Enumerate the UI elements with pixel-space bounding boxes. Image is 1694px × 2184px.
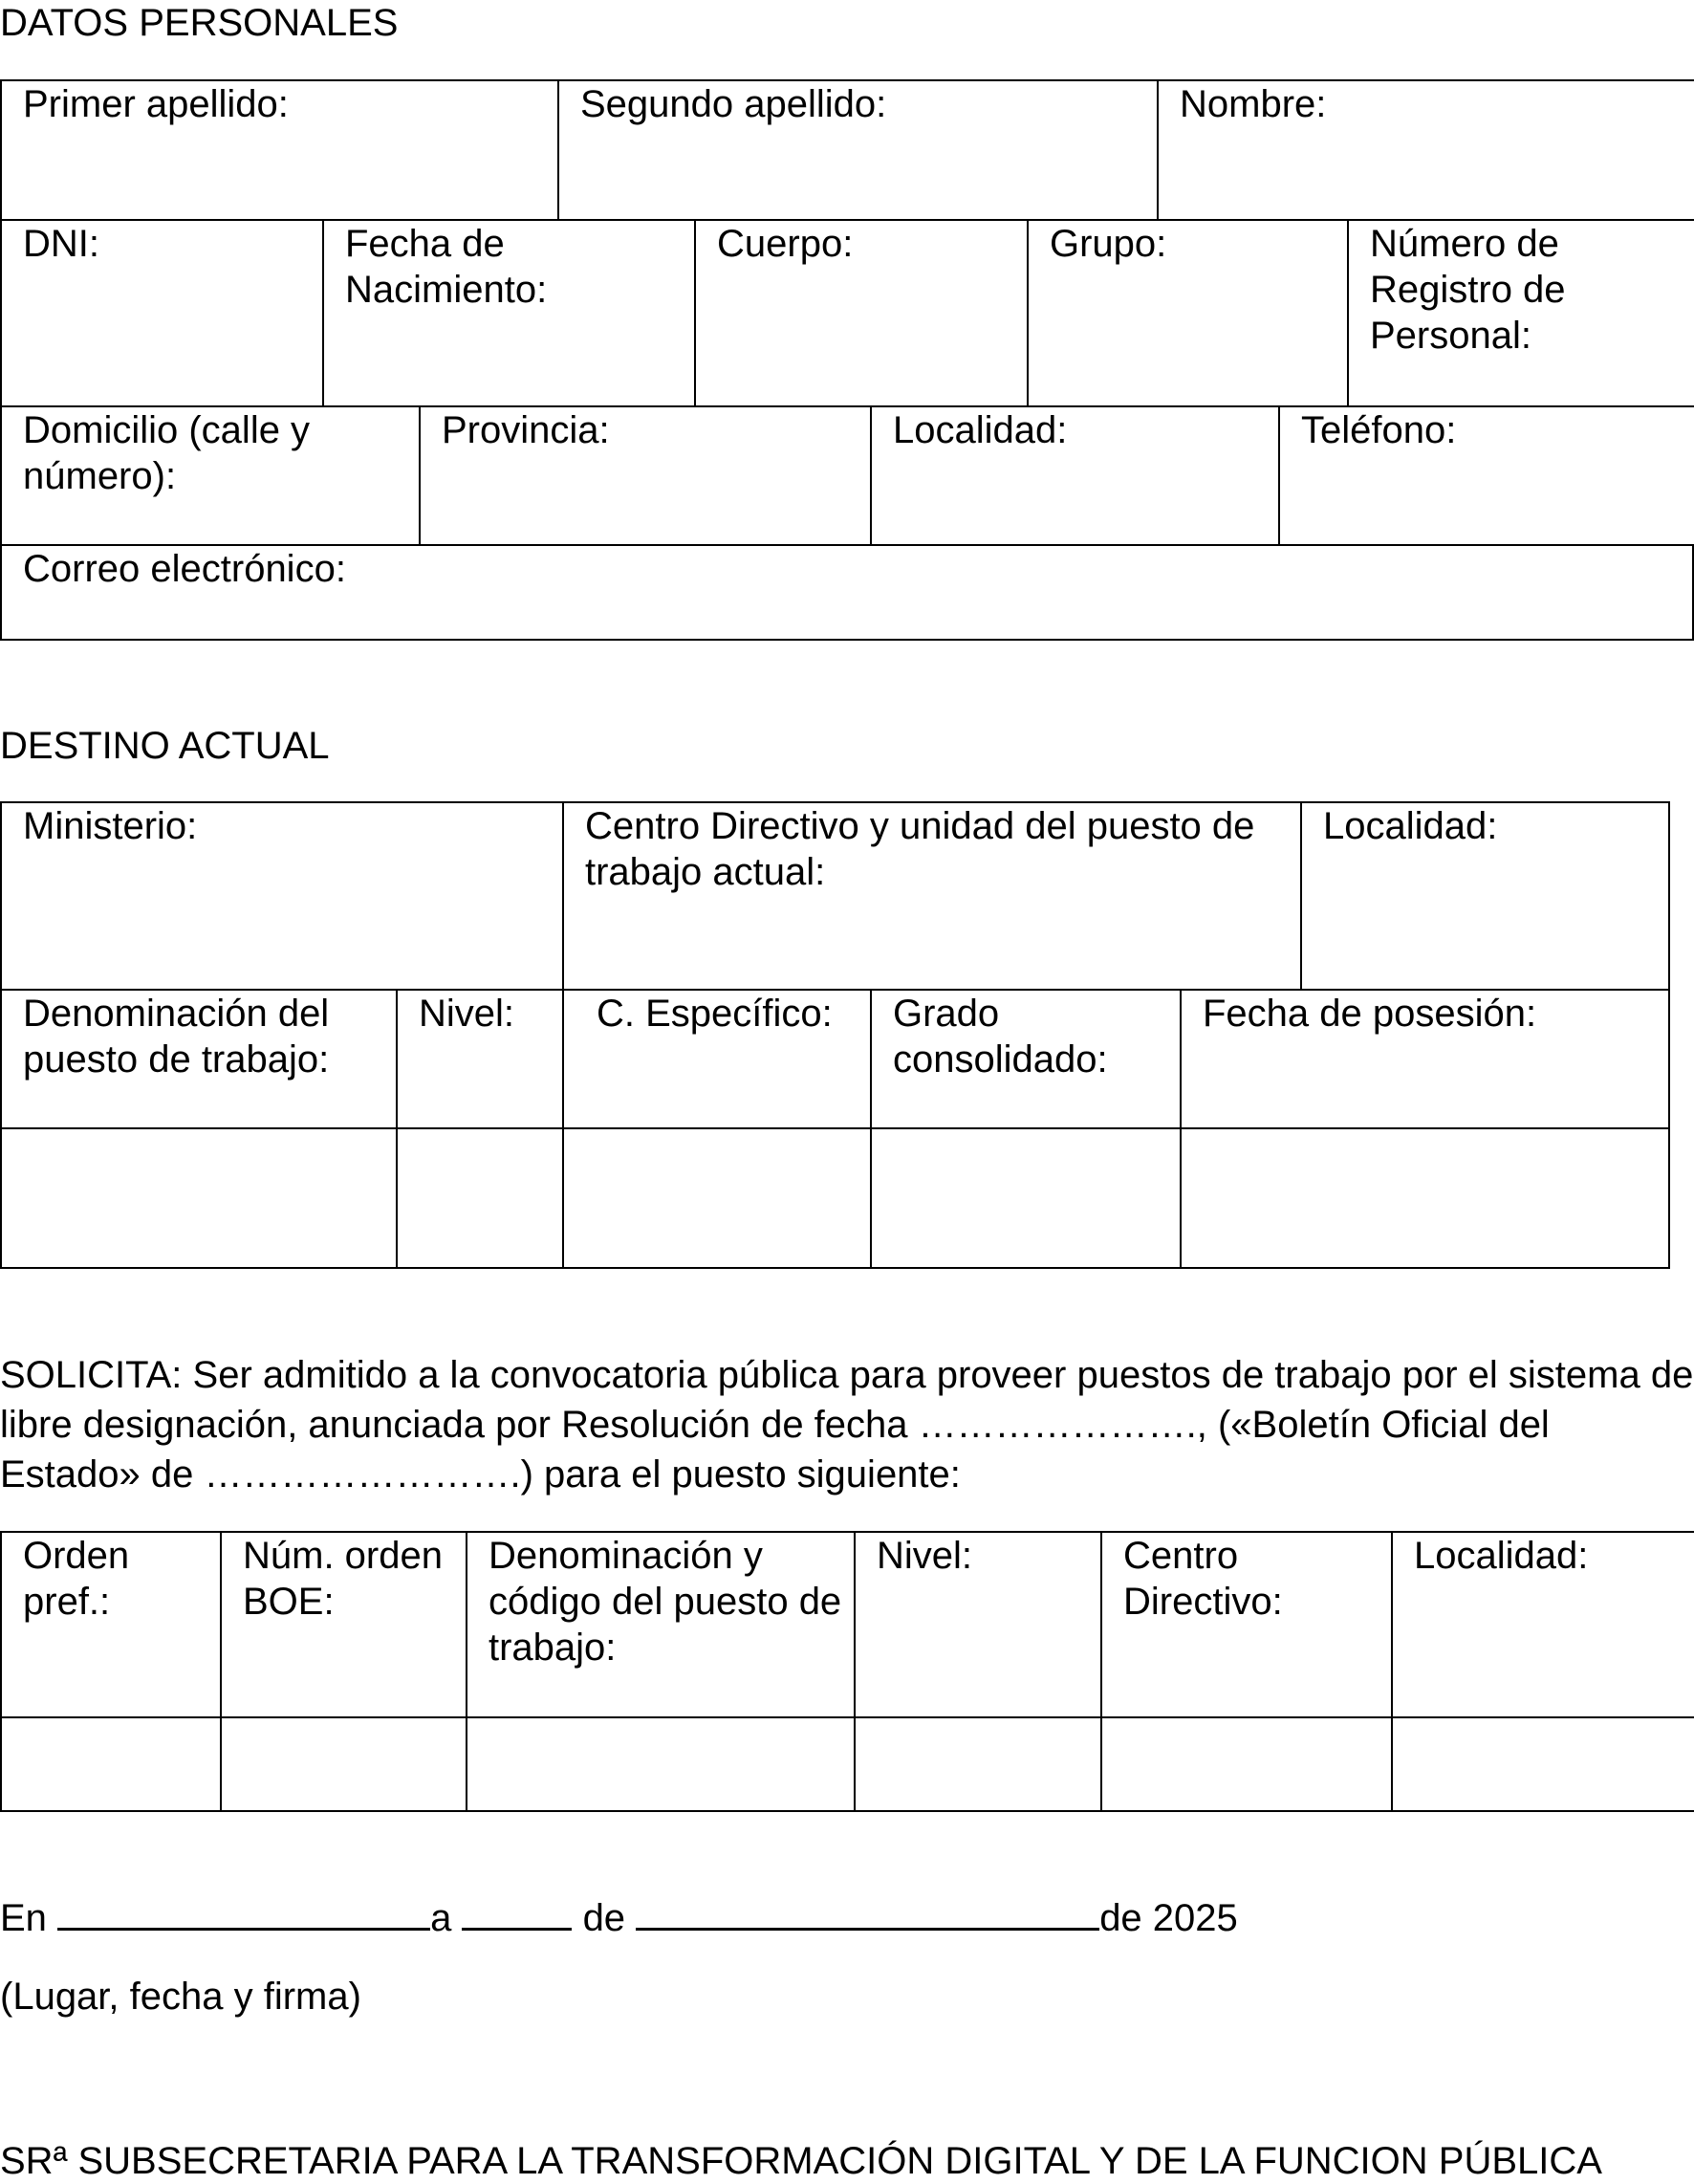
input-c-especifico[interactable] — [563, 1128, 871, 1268]
signature-note: (Lugar, fecha y firma) — [0, 1976, 361, 2018]
field-grupo[interactable]: Grupo: — [1028, 220, 1348, 406]
field-ministerio[interactable]: Ministerio: — [1, 802, 563, 990]
header-nivel: Nivel: — [397, 990, 563, 1128]
header-fecha-posesion: Fecha de posesión: — [1181, 990, 1669, 1128]
blank-lugar[interactable] — [57, 1893, 430, 1931]
signature-year: de 2025 — [1099, 1897, 1238, 1939]
signature-a: a — [430, 1897, 452, 1939]
input-nivel[interactable] — [397, 1128, 563, 1268]
input-grado[interactable] — [871, 1128, 1181, 1268]
field-provincia[interactable]: Provincia: — [420, 406, 871, 545]
signature-de: de — [582, 1897, 626, 1939]
personal-data-table-row4 — [0, 544, 1694, 641]
header-grado: Grado consolidado: — [871, 990, 1181, 1128]
destino-table-row1 — [0, 801, 1670, 991]
header-centro-directivo: Centro Directivo: — [1101, 1532, 1392, 1717]
addressee: SRª SUBSECRETARIA PARA LA TRANSFORMACIÓN DIGITAL Y DE LA FUNCION PÚBLICA — [0, 2140, 1602, 2182]
field-cuerpo[interactable]: Cuerpo: — [695, 220, 1028, 406]
header-num-orden-boe: Núm. orden BOE: — [221, 1532, 467, 1717]
input-fecha-posesion[interactable] — [1181, 1128, 1669, 1268]
input-denominacion[interactable] — [1, 1128, 397, 1268]
field-primer-apellido[interactable]: Primer apellido: — [1, 80, 558, 220]
field-dni[interactable]: DNI: — [1, 220, 323, 406]
input-denominacion-codigo[interactable] — [467, 1717, 855, 1811]
signature-en: En — [0, 1897, 47, 1939]
section-title-datos-personales: DATOS PERSONALES — [0, 2, 399, 44]
personal-data-table-row3 — [0, 405, 1694, 546]
field-nombre[interactable]: Nombre: — [1158, 80, 1694, 220]
input-nivel-solicita[interactable] — [855, 1717, 1101, 1811]
solicita-table — [0, 1531, 1694, 1812]
signature-line — [0, 1893, 1238, 1941]
blank-dia[interactable] — [462, 1893, 572, 1931]
solicita-paragraph: SOLICITA: Ser admitido a la convocatoria pública para proveer puestos de trabajo por el sistema de libre designación, anunciada por Resolución de fecha …………………., («Boletín Oficial del Estado» de …………………….) para el puesto siguiente: — [0, 1354, 1694, 1496]
field-fecha-nacimiento[interactable]: Fecha de Nacimiento: — [323, 220, 695, 406]
personal-data-table-row2 — [0, 219, 1694, 407]
field-correo[interactable]: Correo electrónico: — [1, 545, 1693, 640]
input-localidad-solicita[interactable] — [1392, 1717, 1694, 1811]
section-title-destino-actual: DESTINO ACTUAL — [0, 725, 330, 767]
field-segundo-apellido[interactable]: Segundo apellido: — [558, 80, 1158, 220]
header-nivel-solicita: Nivel: — [855, 1532, 1101, 1717]
header-localidad-solicita: Localidad: — [1392, 1532, 1694, 1717]
field-centro-directivo-actual[interactable]: Centro Directivo y unidad del puesto de trabajo actual: — [563, 802, 1301, 990]
input-num-orden-boe[interactable] — [221, 1717, 467, 1811]
field-numero-registro[interactable]: Número de Registro de Personal: — [1348, 220, 1694, 406]
field-telefono[interactable]: Teléfono: — [1279, 406, 1694, 545]
destino-table-row2 — [0, 989, 1670, 1269]
header-denominacion-codigo: Denominación y código del puesto de trabajo: — [467, 1532, 855, 1717]
header-c-especifico: C. Específico: — [563, 990, 871, 1128]
input-centro-directivo[interactable] — [1101, 1717, 1392, 1811]
blank-mes[interactable] — [636, 1893, 1099, 1931]
input-orden-pref[interactable] — [1, 1717, 221, 1811]
field-localidad-actual[interactable]: Localidad: — [1301, 802, 1669, 990]
header-orden-pref: Orden pref.: — [1, 1532, 221, 1717]
field-domicilio[interactable]: Domicilio (calle y número): — [1, 406, 420, 545]
header-denominacion: Denominación del puesto de trabajo: — [1, 990, 397, 1128]
personal-data-table — [0, 79, 1694, 221]
field-localidad[interactable]: Localidad: — [871, 406, 1279, 545]
